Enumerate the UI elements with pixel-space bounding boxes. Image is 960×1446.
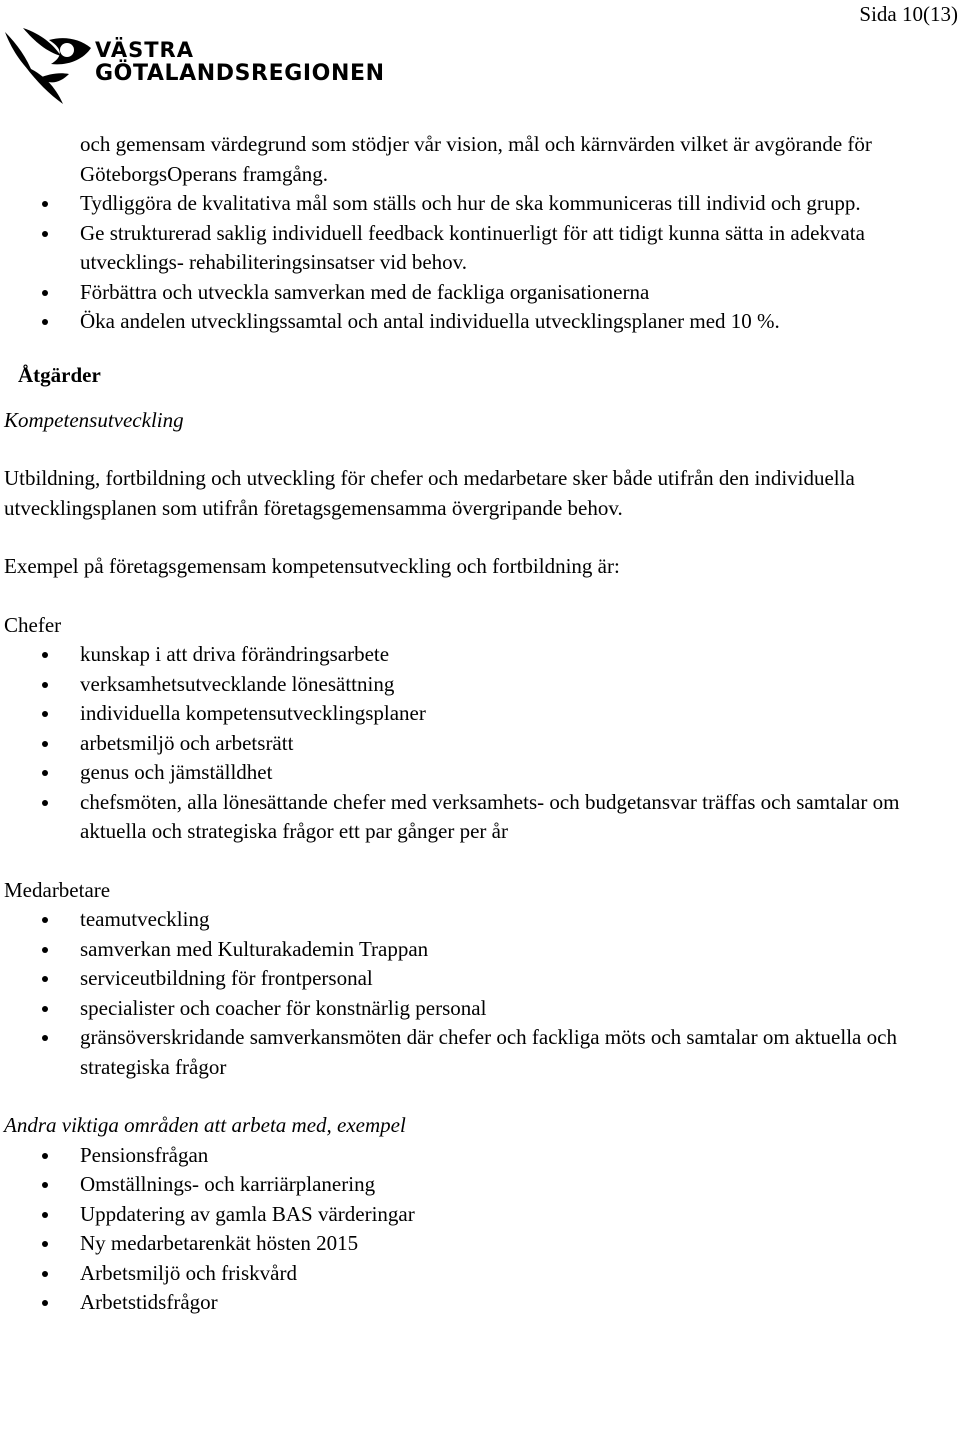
bullet-icon [42,1300,48,1306]
logo-text-line2: GÖTALANDSREGIONEN [95,61,385,86]
list-item-text: arbetsmiljö och arbetsrätt [80,730,294,755]
label-chefer: Chefer [4,612,62,637]
section-heading-atgarder: Åtgärder [18,362,101,387]
medarbetare-bullet-list [4,905,954,1082]
document-body [4,130,954,1318]
list-item-text: serviceutbildning för frontpersonal [80,966,373,990]
list-item [4,219,954,278]
bullet-icon [42,1271,48,1277]
bullet-icon [42,1182,48,1188]
vastra-gotalandsregionen-logo [3,24,393,108]
list-item-text: samverkan med Kulturakademin Trappan [80,936,429,961]
bullet-icon [42,1241,48,1247]
bullet-icon [42,976,48,982]
bullet-icon [42,1212,48,1218]
bullet-icon [42,652,48,658]
bullet-icon [42,201,48,207]
list-item [4,758,954,788]
logo-text-line1: VÄSTRA [95,38,194,62]
bullet-icon [42,1035,48,1041]
list-item-text: Uppdatering av gamla BAS värderingar [80,1201,415,1226]
subheading-kompetensutveckling: Kompetensutveckling [4,407,184,432]
heading-other-areas: Andra viktiga områden att arbeta med, exempel [4,1113,406,1137]
bullet-icon [42,917,48,923]
bullet-icon [42,800,48,806]
list-item-text: chefsmöten, alla lönesättande chefer med verksamhets- och budgetansvar träffas och samtalar om aktuella och strategiska frågor ett par gånger per år [80,789,900,843]
bullet-icon [42,1006,48,1012]
bullet-icon [42,770,48,776]
list-item-text: Omställnings- och karriärplanering [80,1172,376,1196]
list-item-text: Öka andelen utvecklingssamtal och antal individuella utvecklingsplaner med 10 %. [80,309,780,333]
intro-bullet-list [4,130,954,337]
page-number: Sida 10(13) [859,2,958,26]
list-item-text: och gemensam värdegrund som stödjer vår vision, mål och kärnvärden vilket är avgörande för GöteborgsOperans framgång. [80,132,872,186]
list-item-text: Pensionsfrågan [80,1142,209,1167]
chefer-bullet-list [4,640,954,847]
list-item-text: Ny medarbetarenkät hösten 2015 [80,1231,359,1255]
other-areas-bullet-list [4,1141,954,1318]
list-item [4,307,954,337]
list-item [4,640,954,670]
list-item-text: Arbetstidsfrågor [80,1290,218,1314]
list-item-text: Förbättra och utveckla samverkan med de fackliga organisationerna [80,279,650,304]
list-item-text: kunskap i att driva förändringsarbete [80,642,390,666]
list-item [4,278,954,308]
examples-intro: Exempel på företagsgemensam kompetensutveckling och fortbildning är: [4,554,620,578]
bullet-icon [42,319,48,325]
bullet-icon [42,947,48,953]
bullet-icon [42,1153,48,1159]
list-item [4,1200,954,1230]
list-item [4,1141,954,1171]
bullet-icon [42,290,48,296]
bullet-icon [42,741,48,747]
list-item-text: Ge strukturerad saklig individuell feedback kontinuerligt för att tidigt kunna sätta in adekvata utvecklings- rehabiliteringsinsatser vid behov. [80,220,865,274]
list-item [4,1023,954,1082]
list-item-text: Arbetsmiljö och friskvård [80,1260,297,1285]
list-item [4,905,954,935]
list-item [4,1170,954,1200]
list-item [4,1288,954,1318]
list-item-text: individuella kompetensutvecklingsplaner [80,701,426,725]
list-item-text: specialister och coacher för konstnärlig personal [80,995,487,1020]
list-item [4,130,954,189]
list-item [4,729,954,759]
list-item-text: gränsöverskridande samverkansmöten där chefer och fackliga möts och samtalar om aktuella och strategiska frågor [80,1025,897,1079]
bullet-icon [42,231,48,237]
list-item-text: verksamhetsutvecklande lönesättning [80,671,395,696]
list-item [4,1229,954,1259]
list-item [4,994,954,1024]
list-item-text: Tydliggöra de kvalitativa mål som ställs och hur de ska kommuniceras till individ och grupp. [80,191,861,215]
bullet-icon [42,682,48,688]
list-item [4,1259,954,1289]
bullet-icon [42,711,48,717]
list-item [4,189,954,219]
list-item-text: teamutveckling [80,907,210,931]
list-item [4,699,954,729]
logo-emblem-icon [3,24,95,108]
list-item-text: genus och jämställdhet [80,760,273,784]
list-item [4,935,954,965]
paragraph-utbildning: Utbildning, fortbildning och utveckling för chefer och medarbetare sker både utifrån den individuella utvecklingsplanen som utifrån företagsgemensamma övergripande behov. [4,466,855,520]
list-item [4,670,954,700]
list-item [4,964,954,994]
label-medarbetare: Medarbetare [4,877,111,902]
list-item [4,788,954,847]
